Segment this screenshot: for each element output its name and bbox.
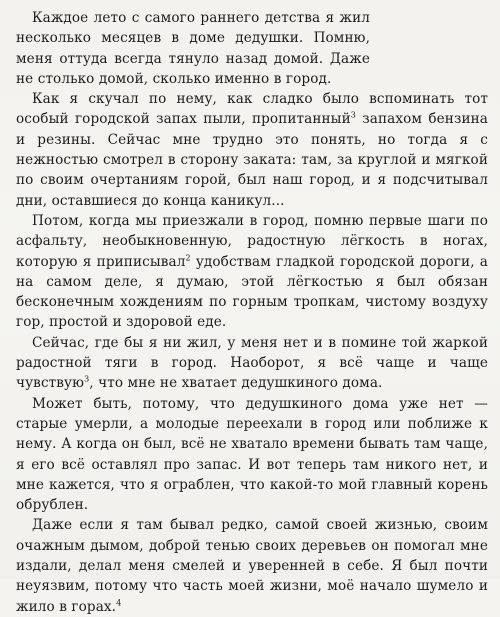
paragraph-2	[16, 89, 488, 211]
paragraph-2-text-cont: запахом бензина и резины. Сейчас мне трудно это понять, но тогда я с нежностью смотрел в сторону заката: там, за круглой и мягкой по своим очертаниям горой, был наш город, и я подсчитывал дни, оставшиеся до конца каникул...	[16, 111, 489, 209]
footnote-mark: 4	[116, 598, 122, 608]
paragraph-4-text-cont: , что мне не хватает дедушкиного дома.	[89, 375, 383, 392]
paragraph-5-text: Может быть, потому, что дедушкиного дома уже нет — старые умерли, а молодые переехали в город или поближе к нему. А когда он был, всё не хватало времени бывать там чаще, я его всё оставлял про запас. И вот теперь там никого нет, и мне кажется, что я ограблен, что какой-то мой главный корень обрублен.	[16, 395, 488, 514]
paragraph-6-text: Даже если я там бывал редко, самой своей жизнью, своим очажным дымом, доброй тенью своих деревьев он помогал мне издали, делал меня смелей и уверенней в себе. Я был почти неуязвим, потому что часть моей жизни, моё начало шумело и жило в горах.	[16, 517, 488, 615]
paragraph-3-text-cont: удобствам гладкой городской дороги, а на самом деле, я думаю, этой лёгкостью я был обязан бесконечным хождениям по горным тропкам, чистому воздуху гор, простой и здоровой еде.	[16, 253, 489, 331]
footnote-mark: 3	[350, 110, 356, 120]
paragraph-1	[16, 8, 488, 89]
footnote-mark: 3	[84, 374, 90, 384]
footnote-mark: 2	[185, 253, 191, 263]
paragraph-4-text: Сейчас, где бы я ни жил, у меня нет и в помине той жаркой радостной тяги в город. Наоборот, я всё чаще и чаще чувствую	[16, 334, 488, 392]
paragraph-3-text: Потом, когда мы приезжали в город, помню первые шаги по асфальту, необыкновенную, радостную лёгкость в ногах, которую я приписывал	[16, 212, 488, 270]
paragraph-3	[16, 211, 488, 333]
paragraph-4	[16, 333, 488, 394]
paragraph-2-text: Как я скучал по нему, как сладко было вспоминать тот особый городской запах пыли, пропитанный	[16, 91, 488, 128]
text-body	[16, 8, 488, 617]
paragraph-1-text: Каждое лето с самого раннего детства я жил несколько месяцев в доме дедушки. Помню, меня оттуда всегда тянуло назад домой. Даже не столько домой, сколько именно в город.	[16, 10, 370, 87]
paragraph-6	[16, 515, 488, 616]
paragraph-5	[16, 394, 488, 516]
